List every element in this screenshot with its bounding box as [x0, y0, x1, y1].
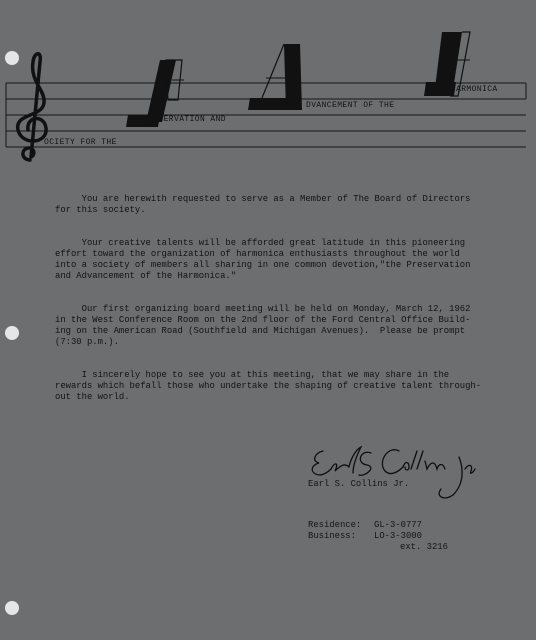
paragraph-closing: I sincerely hope to see you at this meeting, that we may share in the rewards which befall those who undertake the shaping of creative talent through- out the world.: [55, 370, 482, 402]
business-phone: LO-3-3000: [374, 531, 422, 541]
treble-clef-icon: [18, 54, 46, 160]
letterhead: [0, 0, 536, 170]
residence-label: Residence:: [308, 520, 362, 530]
paragraph-creative-talents: Your creative talents will be afforded great latitude in this pioneering effort toward the organization of harmonica enthusiasts throughout the world into a society of members all sharing in one common devotion,"the Preservation and Advancement of the Harmonica.": [55, 238, 471, 281]
letterhead-word-harmonica: ARMONICA: [456, 85, 498, 94]
letterhead-word-society: OCIETY FOR THE: [44, 138, 117, 147]
handwritten-signature: [305, 443, 495, 503]
business-extension: ext. 3216: [400, 542, 448, 552]
paragraph-meeting-details: Our first organizing board meeting will be held on Monday, March 12, 1962 in the West Conference Room on the 2nd floor of the Ford Central Office Build- ing on the American Road (Southfield and Michigan Avenues). Please be prompt (7:30 p.m.).: [55, 304, 471, 347]
paragraph-invitation: You are herewith requested to serve as a Member of The Board of Directors for this society.: [55, 194, 471, 215]
business-label: Business:: [308, 531, 356, 541]
punch-hole-middle: [5, 326, 19, 340]
stylized-a-initial: [248, 44, 302, 110]
residence-phone: GL-3-0777: [374, 520, 422, 530]
punch-hole-bottom: [5, 601, 19, 615]
typed-signature-name: Earl S. Collins Jr.: [308, 479, 410, 489]
letterhead-word-preservation: RESERVATION AND: [148, 115, 227, 124]
letterhead-word-advancement: DVANCEMENT OF THE: [306, 101, 395, 110]
